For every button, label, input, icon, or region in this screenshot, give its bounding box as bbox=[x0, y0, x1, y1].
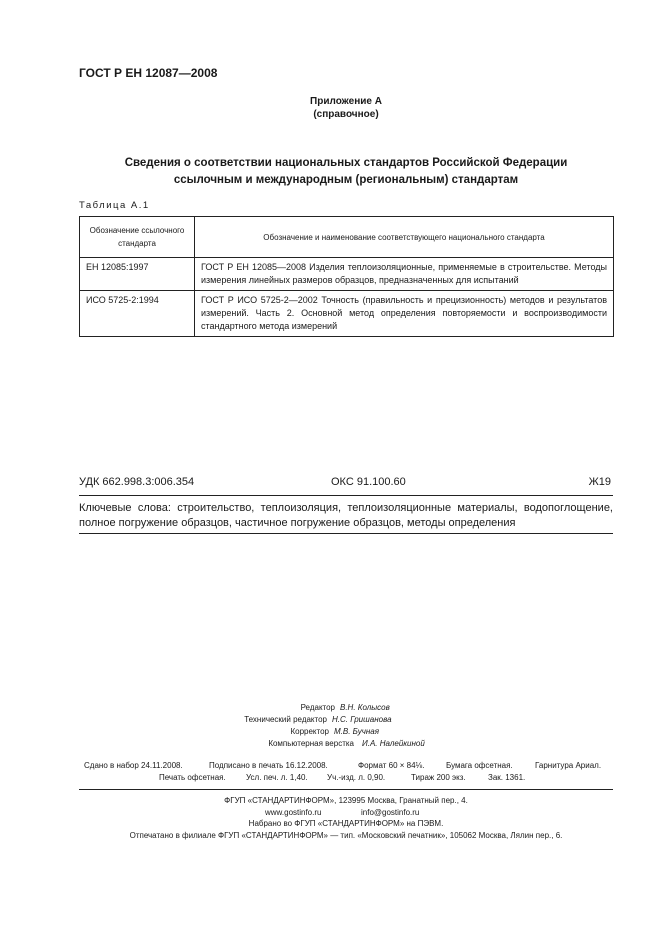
print-font: Гарнитура Ариал. bbox=[535, 761, 602, 770]
print-edition-sheets: Уч.-изд. л. 0,90. bbox=[327, 773, 386, 782]
oks-code: ОКС 91.100.60 bbox=[331, 476, 406, 488]
udk-code: УДК 662.998.3:006.354 bbox=[79, 476, 195, 488]
editor-name: В.Н. Колысов bbox=[340, 703, 390, 712]
print-order: Зак. 1361. bbox=[488, 773, 526, 782]
reference-standard-cell: ЕН 12085:1997 bbox=[80, 258, 195, 291]
divider bbox=[79, 533, 613, 534]
print-paper: Бумага офсетная. bbox=[446, 761, 513, 770]
divider bbox=[79, 495, 613, 496]
publisher-email[interactable]: info@gostinfo.ru bbox=[361, 808, 420, 817]
reference-standards-table bbox=[79, 216, 614, 337]
section-heading-line-2: ссылочным и международным (региональным) стандартам bbox=[173, 174, 519, 186]
col-header-reference: Обозначение ссылочного стандарта bbox=[80, 217, 195, 258]
col-header-national: Обозначение и наименование соответствующего национального стандарта bbox=[195, 217, 614, 258]
tech-editor-role: Технический редактор bbox=[244, 715, 327, 724]
table-row bbox=[80, 291, 614, 337]
print-run: Тираж 200 экз. bbox=[411, 773, 466, 782]
publisher-address: ФГУП «СТАНДАРТИНФОРМ», 123995 Москва, Гранатный пер., 4. bbox=[224, 796, 468, 805]
group-code: Ж19 bbox=[588, 476, 611, 488]
print-sheets: Усл. печ. л. 1,40. bbox=[246, 773, 308, 782]
national-standard-cell: ГОСТ Р ИСО 5725-2—2002 Точность (правильность и прецизионность) методов и результатов измерений. Часть 2. Основной метод определения повторяемости и воспроизводимости стандартного метода измерений bbox=[195, 291, 614, 337]
appendix-subtitle: (справочное) bbox=[313, 109, 379, 120]
table-row bbox=[80, 258, 614, 291]
divider bbox=[79, 789, 613, 790]
appendix-title: Приложение А bbox=[310, 96, 382, 107]
print-signed: Подписано в печать 16.12.2008. bbox=[209, 761, 328, 770]
document-code: ГОСТ Р ЕН 12087—2008 bbox=[79, 66, 218, 80]
corrector-name: М.В. Бучная bbox=[334, 727, 379, 736]
print-format: Формат 60 × 84⅛. bbox=[358, 761, 425, 770]
printed-note: Отпечатано в филиале ФГУП «СТАНДАРТИНФОРМ» — тип. «Московский печатник», 105062 Москва, Лялин пер., 6. bbox=[129, 831, 563, 840]
editor-role: Редактор bbox=[300, 703, 335, 712]
print-type: Печать офсетная. bbox=[159, 773, 226, 782]
table-header-row bbox=[80, 217, 614, 258]
reference-standard-cell: ИСО 5725-2:1994 bbox=[80, 291, 195, 337]
credits-block bbox=[0, 703, 661, 753]
layout-role: Компьютерная верстка bbox=[268, 739, 354, 748]
tech-editor-name: Н.С. Гришанова bbox=[332, 715, 392, 724]
national-standard-cell: ГОСТ Р ЕН 12085—2008 Изделия теплоизоляционные, применяемые в строительстве. Методы измерения линейных размеров образцов, предназначенных для испытаний bbox=[195, 258, 614, 291]
typeset-note: Набрано во ФГУП «СТАНДАРТИНФОРМ» на ПЭВМ. bbox=[248, 819, 444, 828]
section-heading-line-1: Сведения о соответствии национальных стандартов Российской Федерации bbox=[124, 157, 568, 169]
print-submitted: Сдано в набор 24.11.2008. bbox=[84, 761, 183, 770]
table-caption: Таблица А.1 bbox=[79, 200, 150, 211]
publisher-website[interactable]: www.gostinfo.ru bbox=[265, 808, 322, 817]
corrector-role: Корректор bbox=[290, 727, 329, 736]
keywords: Ключевые слова: строительство, теплоизоляция, теплоизоляционные материалы, водопоглощение, полное погружение образцов, частичное погружение образцов, методы определения bbox=[79, 502, 613, 529]
layout-name: И.А. Налейкиной bbox=[362, 739, 425, 748]
